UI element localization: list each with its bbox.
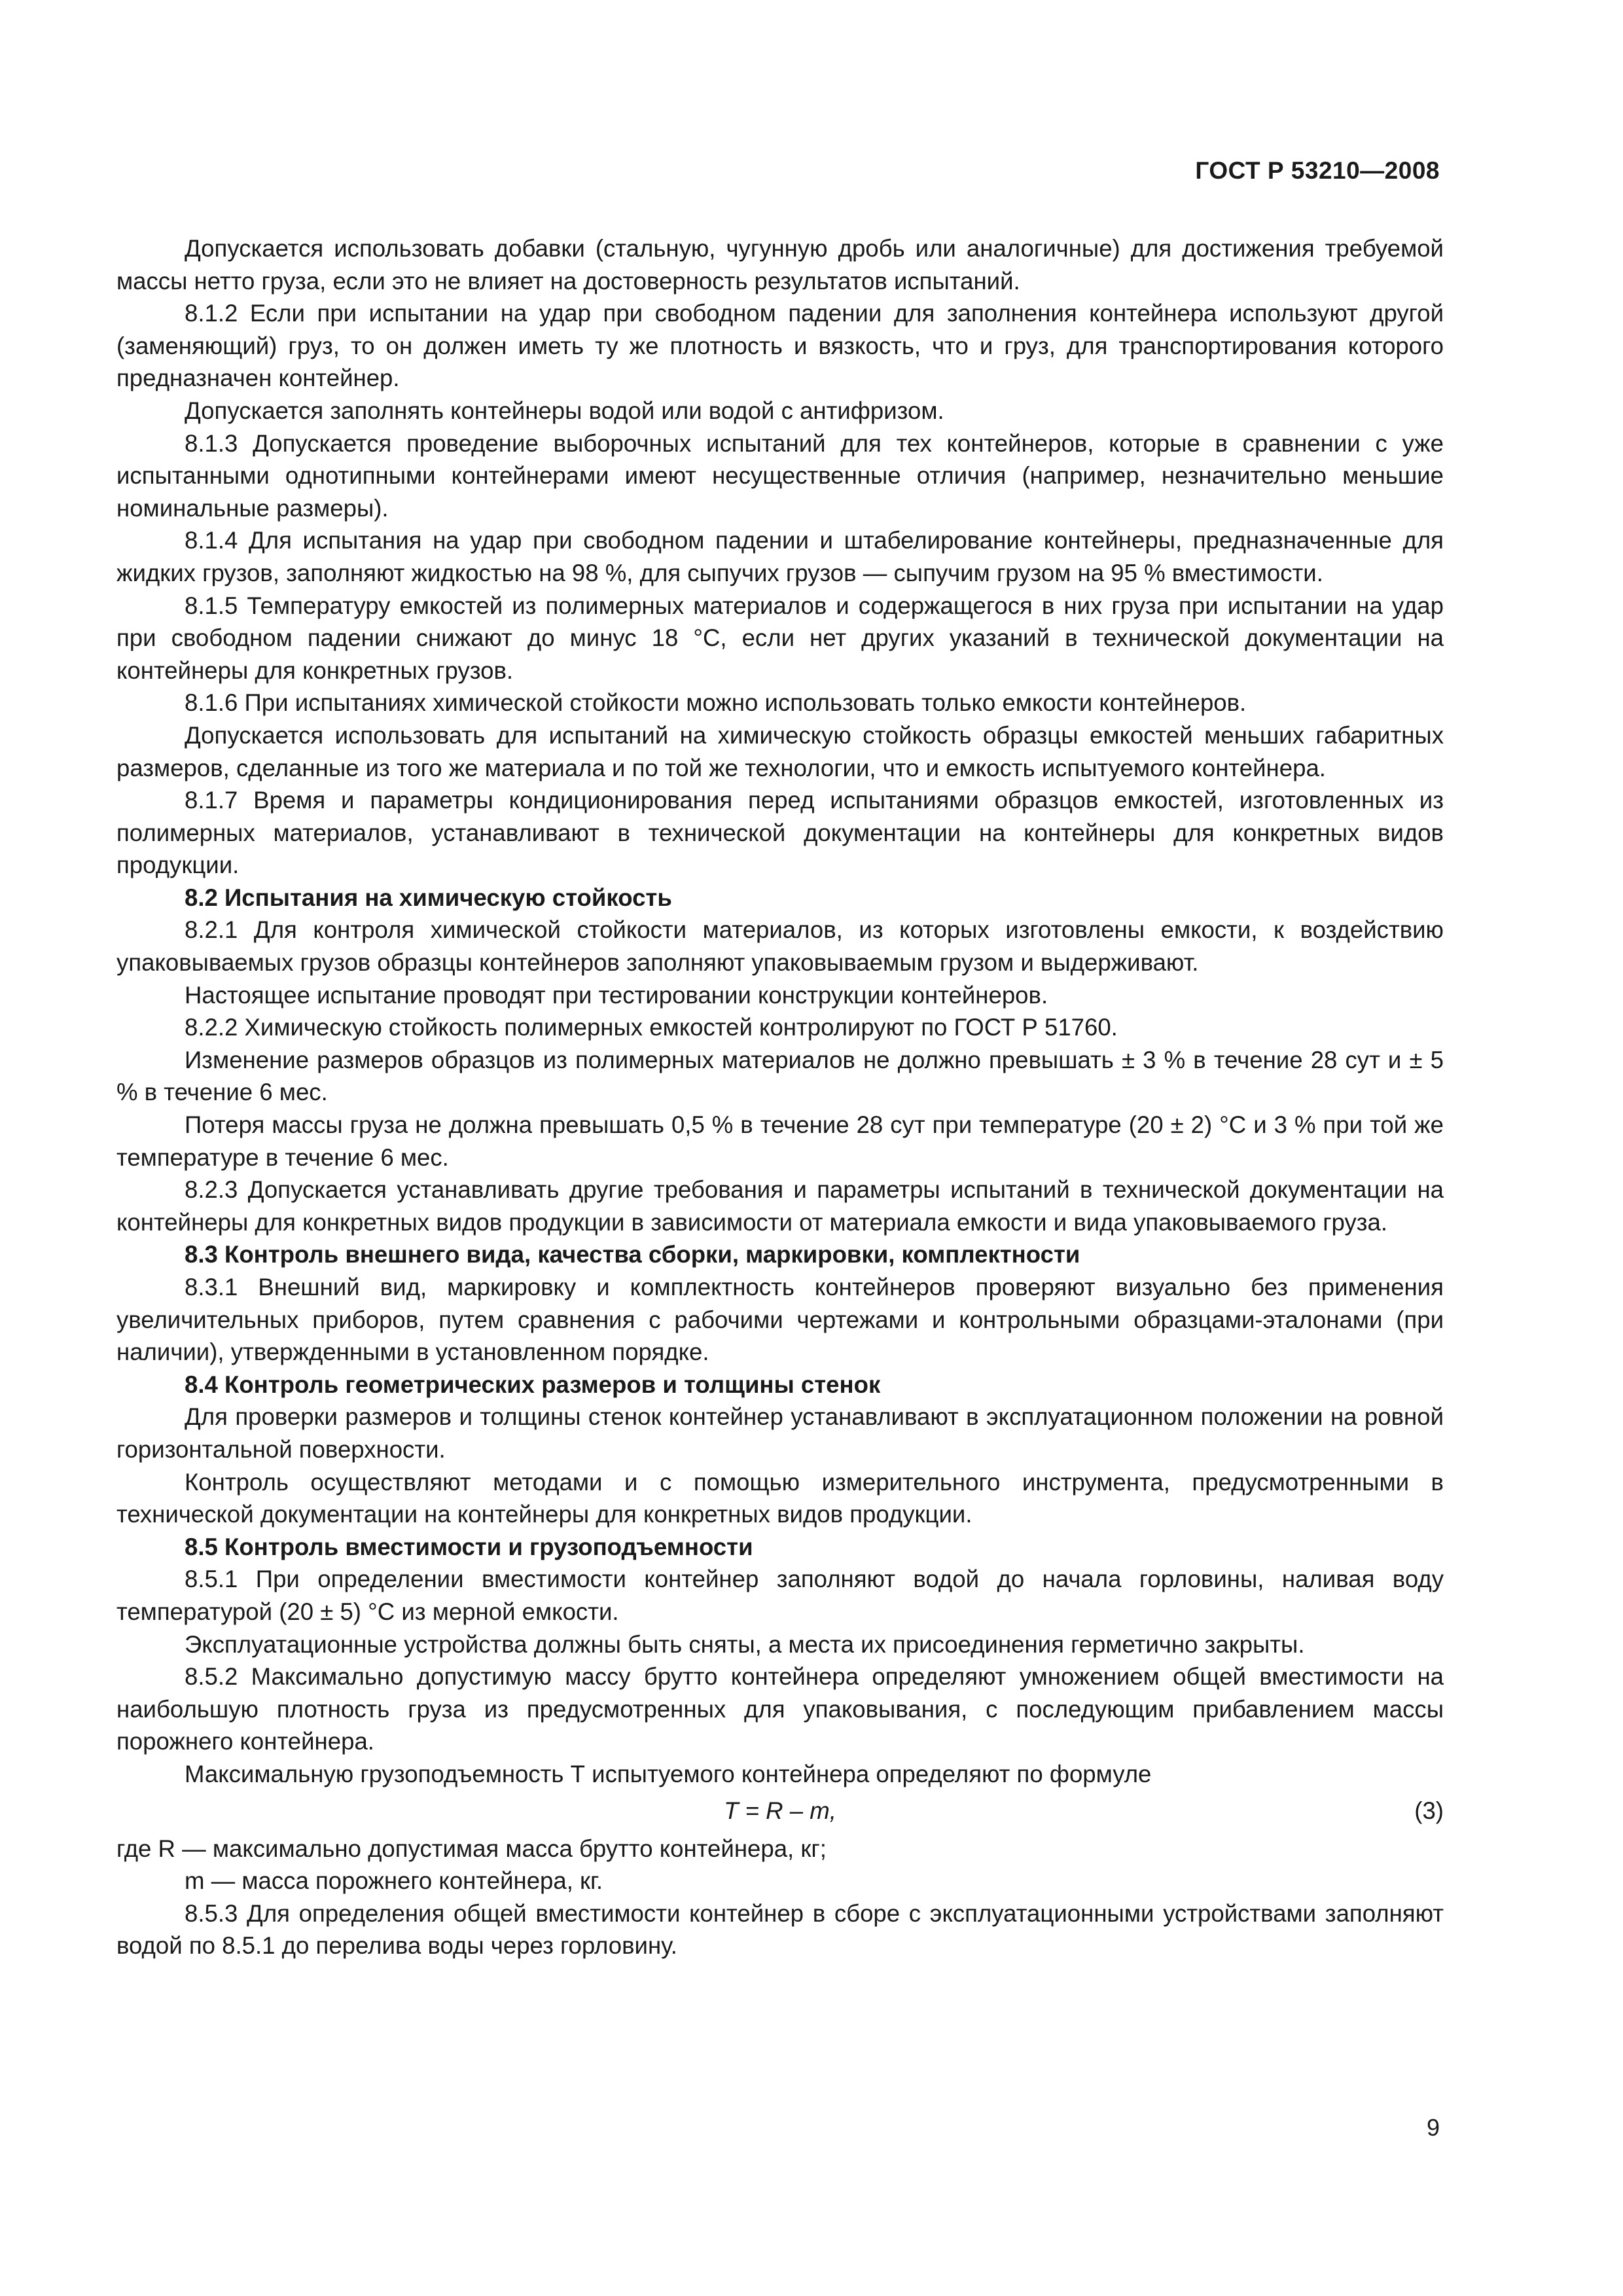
paragraph-8-5-1: 8.5.1 При определении вместимости контейнер заполняют водой до начала горловины, наливая воду температурой (20 ± 5) °С из мерной емкости. (116, 1566, 1444, 1625)
section-heading-8-4: 8.4 Контроль геометрических размеров и толщины стенок (185, 1371, 881, 1398)
paragraph: Потеря массы груза не должна превышать 0,5 % в течение 28 сут при температуре (20 ± 2) °С и 3 % при той же температуре в течение 6 мес. (116, 1111, 1444, 1171)
paragraph-8-1-6: 8.1.6 При испытаниях химической стойкости можно использовать только емкости контейнеров. (185, 689, 1247, 717)
paragraph: Допускается заполнять контейнеры водой или водой с антифризом. (185, 397, 944, 424)
paragraph-8-1-4: 8.1.4 Для испытания на удар при свободном падении и штабелирование контейнеры, предназначенные для жидких грузов, заполняют жидкостью на 98 %, для сыпучих грузов — сыпучим грузом на 95 % вместимости. (116, 527, 1444, 586)
paragraph-8-3-1: 8.3.1 Внешний вид, маркировку и комплектность контейнеров проверяют визуально без применения увеличительных приборов, путем сравнения с рабочими чертежами и контрольными образцами-эталонами (при наличии), утвержденными в установленном порядке. (116, 1274, 1444, 1366)
paragraph-8-1-7: 8.1.7 Время и параметры кондиционирования перед испытаниями образцов емкостей, изготовленных из полимерных материалов, устанавливают в технической документации на контейнеры для конкретных видов продукции. (116, 787, 1444, 879)
equation-number: (3) (1414, 1797, 1444, 1824)
paragraph: Эксплуатационные устройства должны быть сняты, а места их присоединения герметично закрыты. (185, 1630, 1305, 1658)
paragraph-8-2-1: 8.2.1 Для контроля химической стойкости материалов, из которых изготовлены емкости, к воздействию упаковываемых грузов образцы контейнеров заполняют упаковываемым грузом и выдерживают. (116, 916, 1444, 977)
paragraph: Допускается использовать добавки (стальную, чугунную дробь или аналогичные) для достижения требуемой массы нетто груза, если это не влияет на достоверность результатов испытаний. (116, 235, 1444, 295)
section-heading-8-2: 8.2 Испытания на химическую стойкость (185, 884, 672, 911)
where-line: m — масса порожнего контейнера, кг. (185, 1867, 603, 1895)
where-line: где R — максимально допустимая масса брутто контейнера, кг; (116, 1835, 827, 1862)
paragraph-8-2-3: 8.2.3 Допускается устанавливать другие требования и параметры испытаний в технической документации на контейнеры для конкретных видов продукции в зависимости от материала емкости и вида упаковываемого груза. (116, 1176, 1444, 1236)
document-body (116, 232, 1444, 1962)
page-number: 9 (1426, 2114, 1440, 2141)
section-heading-8-3: 8.3 Контроль внешнего вида, качества сборки, маркировки, комплектности (185, 1241, 1080, 1268)
document-header-id: ГОСТ Р 53210—2008 (1195, 157, 1440, 184)
paragraph-8-1-2: 8.1.2 Если при испытании на удар при свободном падении для заполнения контейнера используют другой (заменяющий) груз, то он должен иметь ту же плотность и вязкость, что и груз, для транспортирования которого предназначен контейнер. (116, 300, 1444, 392)
paragraph-8-1-3: 8.1.3 Допускается проведение выборочных испытаний для тех контейнеров, которые в сравнении с уже испытанными однотипными контейнерами имеют несущественные отличия (например, незначительно меньшие номинальные размеры). (116, 429, 1444, 522)
section-heading-8-5: 8.5 Контроль вместимости и грузоподъемности (185, 1533, 753, 1560)
formula-row (116, 1795, 1444, 1829)
paragraph-8-5-2: 8.5.2 Максимально допустимую массу брутто контейнера определяют умножением общей вместимости на наибольшую плотность груза из предусмотренных для упаковывания, с последующим прибавлением массы порожнего контейнера. (116, 1663, 1444, 1755)
paragraph: Максимальную грузоподъемность Т испытуемого контейнера определяют по формуле (185, 1760, 1152, 1787)
paragraph: Для проверки размеров и толщины стенок контейнер устанавливают в эксплуатационном положении на ровной горизонтальной поверхности. (116, 1403, 1444, 1463)
paragraph: Настоящее испытание проводят при тестировании конструкции контейнеров. (185, 981, 1048, 1009)
paragraph: Допускается использовать для испытаний на химическую стойкость образцы емкостей меньших габаритных размеров, сделанные из того же материала и по той же технологии, что и емкость испытуемого контейнера. (116, 721, 1444, 781)
paragraph: Изменение размеров образцов из полимерных материалов не должно превышать ± 3 % в течение 28 сут и ± 5 % в течение 6 мес. (116, 1046, 1444, 1106)
formula: T = R – m, (724, 1797, 836, 1824)
paragraph-8-1-5: 8.1.5 Температуру емкостей из полимерных материалов и содержащегося в них груза при испытании на удар при свободном падении снижают до минус 18 °С, если нет других указаний в технической документации на контейнеры для конкретных грузов. (116, 592, 1444, 684)
paragraph-8-5-3: 8.5.3 Для определения общей вместимости контейнер в сборе с эксплуатационными устройствами заполняют водой по 8.5.1 до перелива воды через горловину. (116, 1899, 1444, 1960)
paragraph-8-2-2: 8.2.2 Химическую стойкость полимерных емкостей контролируют по ГОСТ Р 51760. (185, 1014, 1118, 1041)
paragraph: Контроль осуществляют методами и с помощью измерительного инструмента, предусмотренными в технической документации на контейнеры для конкретных видов продукции. (116, 1468, 1444, 1528)
